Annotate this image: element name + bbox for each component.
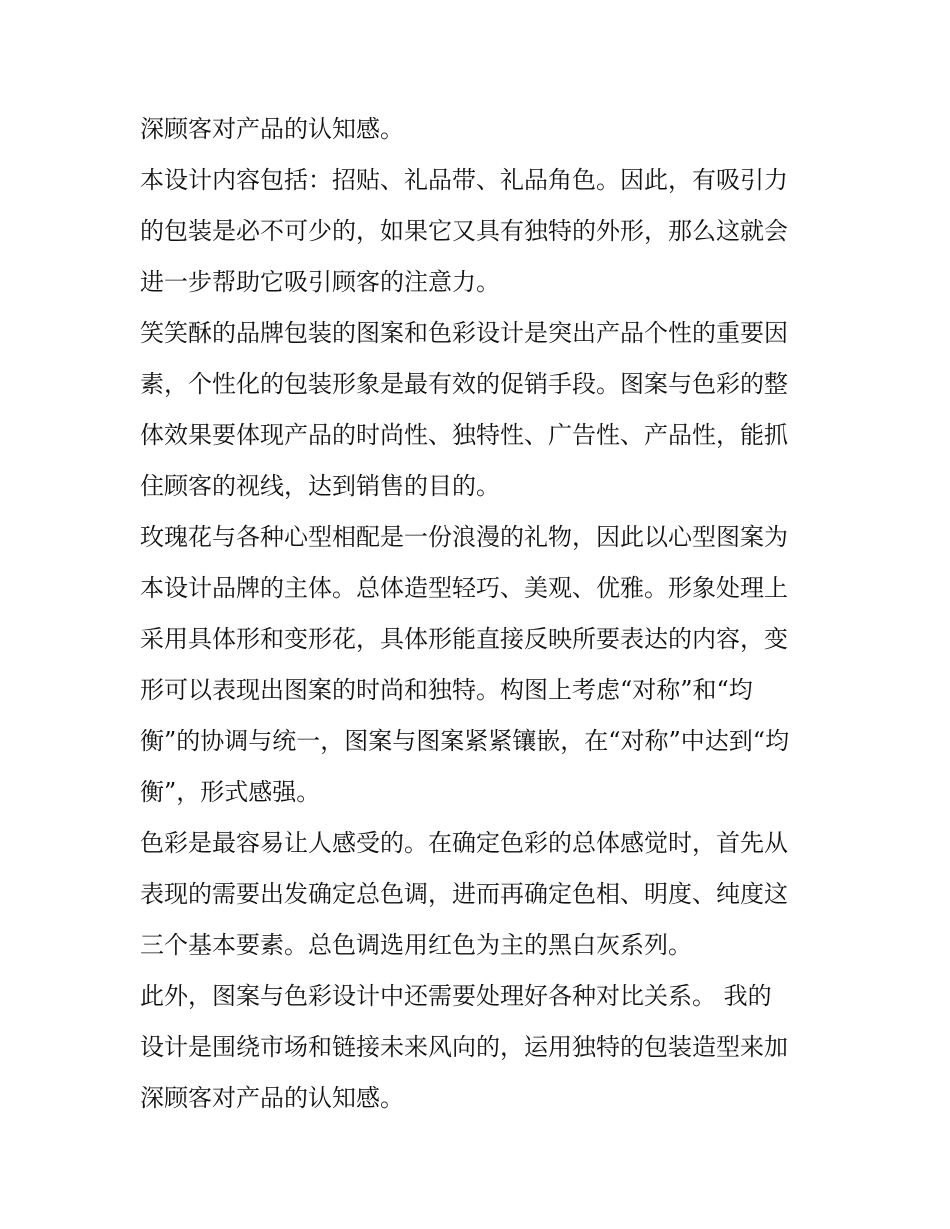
text-line: 素，个性化的包装形象是最有效的促销手段。图案与色彩的整 <box>140 370 788 398</box>
text-line: 设计是围绕市场和链接未来风向的，运用独特的包装造型来加 <box>140 1033 788 1061</box>
text-line: 本设计内容包括：招贴、礼品带、礼品角色。因此，有吸引力 <box>140 166 788 194</box>
text-line: 采用具体形和变形花，具体形能直接反映所要表达的内容，变 <box>140 625 788 653</box>
text-line: 衡”，形式感强。 <box>140 778 321 806</box>
text-line: 的包装是必不可少的，如果它又具有独特的外形，那么这就会 <box>140 217 788 245</box>
text-line: 形可以表现出图案的时尚和独特。构图上考虑“对称”和“均 <box>140 676 753 704</box>
text-line: 衡”的协调与统一，图案与图案紧紧镶嵌，在“对称”中达到“均 <box>140 727 790 755</box>
paragraph-4 <box>140 512 815 818</box>
paragraph-5 <box>140 818 815 971</box>
text-line: 体效果要体现产品的时尚性、独特性、广告性、产品性，能抓 <box>140 421 788 449</box>
text-line: 三个基本要素。总色调选用红色为主的黑白灰系列。 <box>140 931 692 959</box>
text-line: 笑笑酥的品牌包装的图案和色彩设计是突出产品个性的重要因 <box>140 319 788 347</box>
paragraph-2 <box>140 155 815 308</box>
text-line: 此外，图案与色彩设计中还需要处理好各种对比关系。 我的 <box>140 982 772 1010</box>
text-line: 进一步帮助它吸引顾客的注意力。 <box>140 268 500 296</box>
body-text <box>140 104 815 1124</box>
paragraph-3 <box>140 308 815 512</box>
text-line: 本设计品牌的主体。总体造型轻巧、美观、优雅。形象处理上 <box>140 574 788 602</box>
paragraph-1 <box>140 104 815 155</box>
paragraph-6 <box>140 971 815 1124</box>
text-line: 玫瑰花与各种心型相配是一份浪漫的礼物，因此以心型图案为 <box>140 523 788 551</box>
text-line: 色彩是最容易让人感受的。在确定色彩的总体感觉时，首先从 <box>140 829 788 857</box>
text-line: 深顾客对产品的认知感。 <box>140 1084 404 1112</box>
text-line: 表现的需要出发确定总色调，进而再确定色相、明度、纯度这 <box>140 880 788 908</box>
text-line: 住顾客的视线，达到销售的目的。 <box>140 472 500 500</box>
text-line: 深顾客对产品的认知感。 <box>140 115 404 143</box>
